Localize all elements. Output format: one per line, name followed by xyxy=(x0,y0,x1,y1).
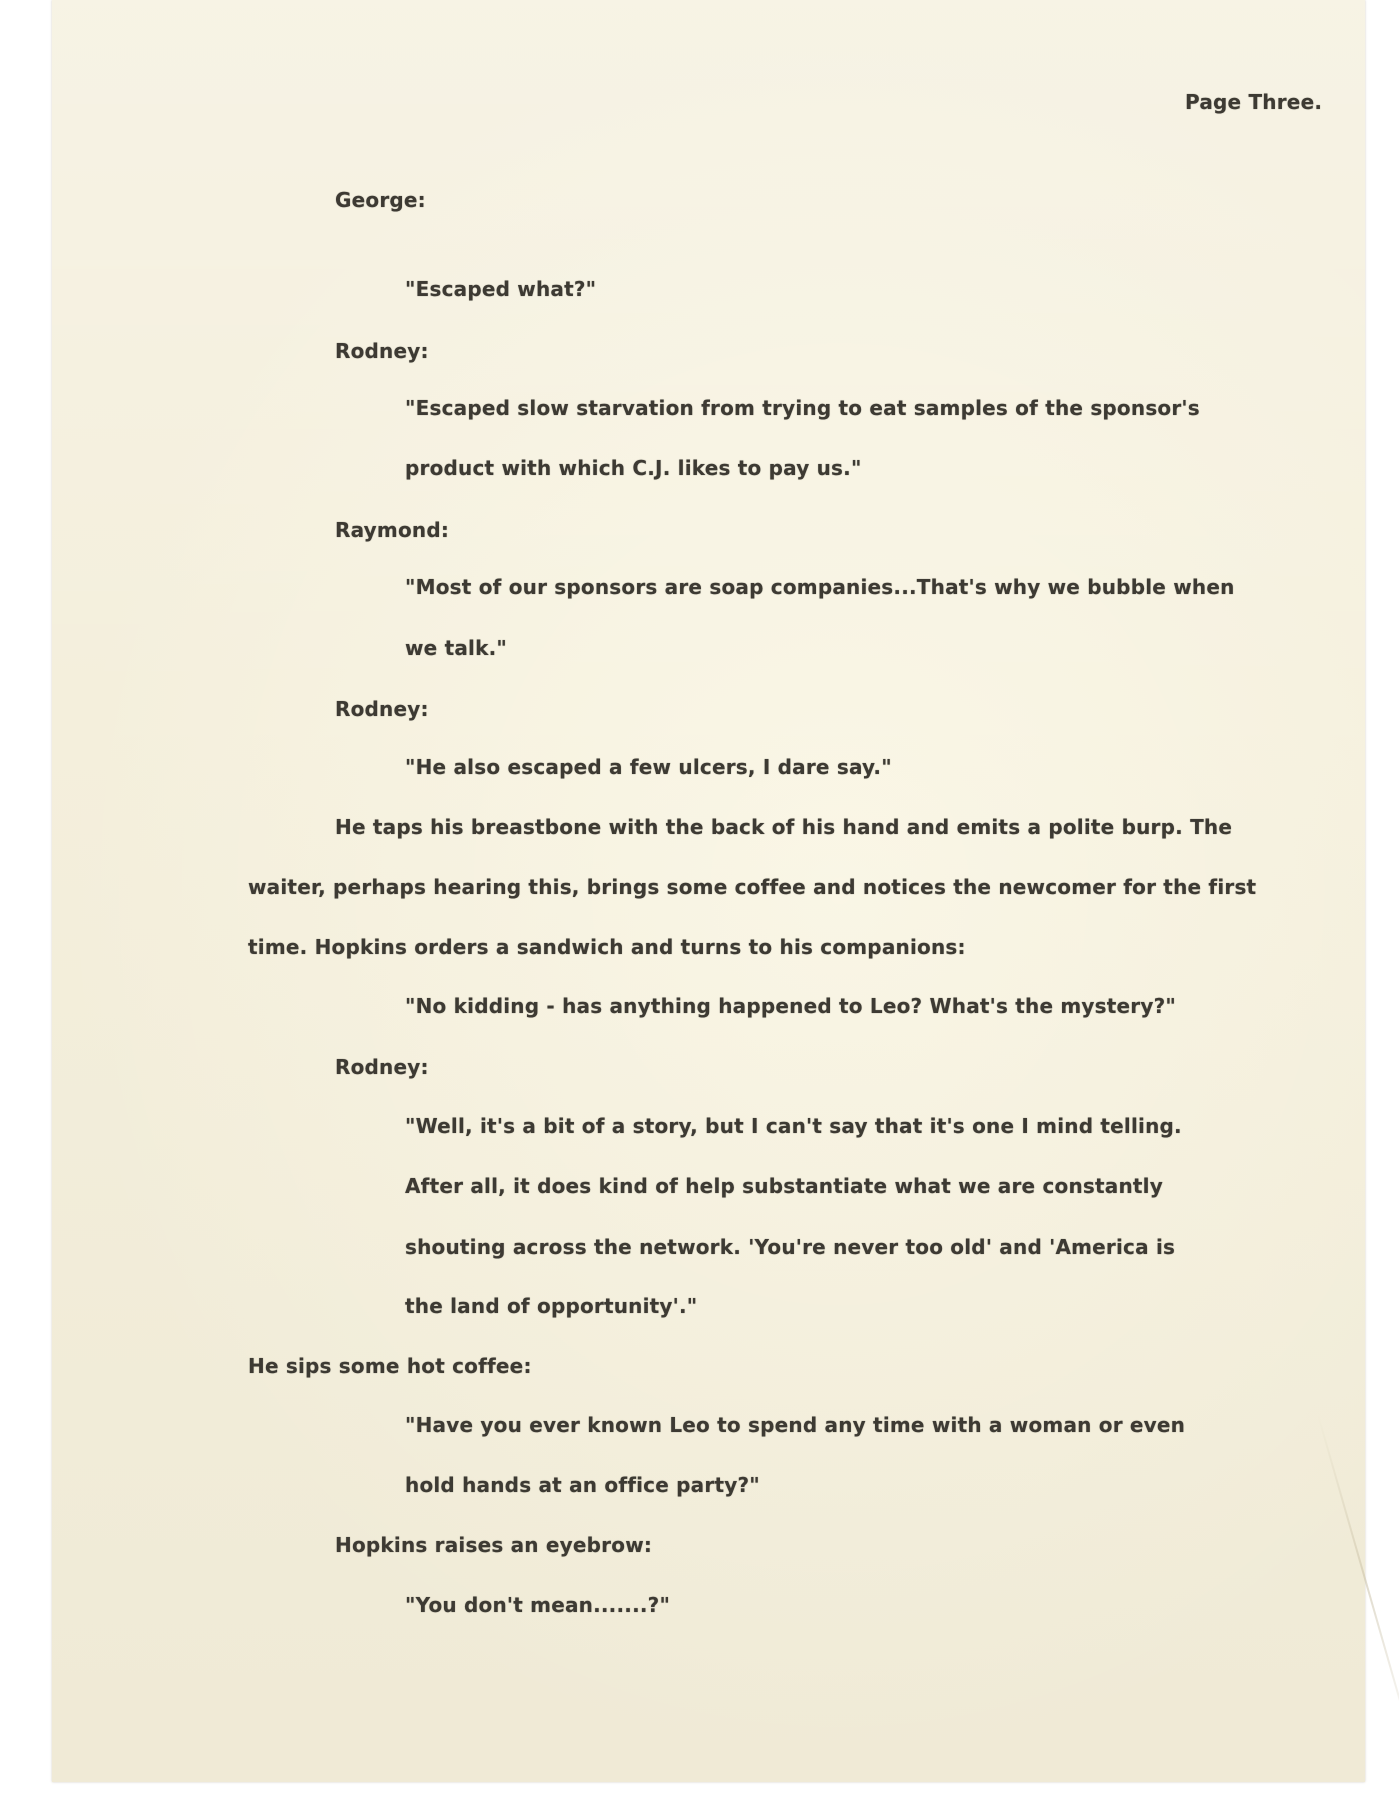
page-number-header: Page Three. xyxy=(1185,90,1323,114)
dialogue-line: "Most of our sponsors are soap companies...That's why we bubble when xyxy=(405,575,1235,599)
narration-line: waiter, perhaps hearing this, brings some coffee and notices the newcomer for the first xyxy=(248,875,1257,899)
speaker-label: Raymond: xyxy=(335,518,450,542)
speaker-label: Rodney: xyxy=(335,339,429,363)
dialogue-line: "Well, it's a bit of a story, but I can't say that it's one I mind telling. xyxy=(405,1114,1182,1138)
speaker-label: George: xyxy=(335,188,426,212)
narration-line: time. Hopkins orders a sandwich and turns to his companions: xyxy=(248,935,966,959)
dialogue-line: hold hands at an office party?" xyxy=(405,1473,760,1497)
dialogue-line: "Escaped what?" xyxy=(405,277,597,301)
dialogue-line: the land of opportunity'." xyxy=(405,1294,698,1318)
dialogue-line: "You don't mean.......?" xyxy=(405,1593,671,1617)
paper-fold xyxy=(1317,1414,1399,1761)
narration-line: Hopkins raises an eyebrow: xyxy=(335,1533,653,1557)
dialogue-line: After all, it does kind of help substantiate what we are constantly xyxy=(405,1174,1163,1198)
dialogue-line: "Escaped slow starvation from trying to eat samples of the sponsor's xyxy=(405,396,1200,420)
narration-line: He sips some hot coffee: xyxy=(248,1354,532,1378)
dialogue-line: "No kidding - has anything happened to Leo? What's the mystery?" xyxy=(405,994,1177,1018)
dialogue-line: "He also escaped a few ulcers, I dare say." xyxy=(405,755,892,779)
narration-line: He taps his breastbone with the back of his hand and emits a polite burp. The xyxy=(335,815,1233,839)
speaker-label: Rodney: xyxy=(335,697,429,721)
speaker-label: Rodney: xyxy=(335,1055,429,1079)
dialogue-line: shouting across the network. 'You're never too old' and 'America is xyxy=(405,1235,1176,1259)
dialogue-line: we talk." xyxy=(405,636,508,660)
dialogue-line: "Have you ever known Leo to spend any time with a woman or even xyxy=(405,1413,1186,1437)
dialogue-line: product with which C.J. likes to pay us." xyxy=(405,456,862,480)
